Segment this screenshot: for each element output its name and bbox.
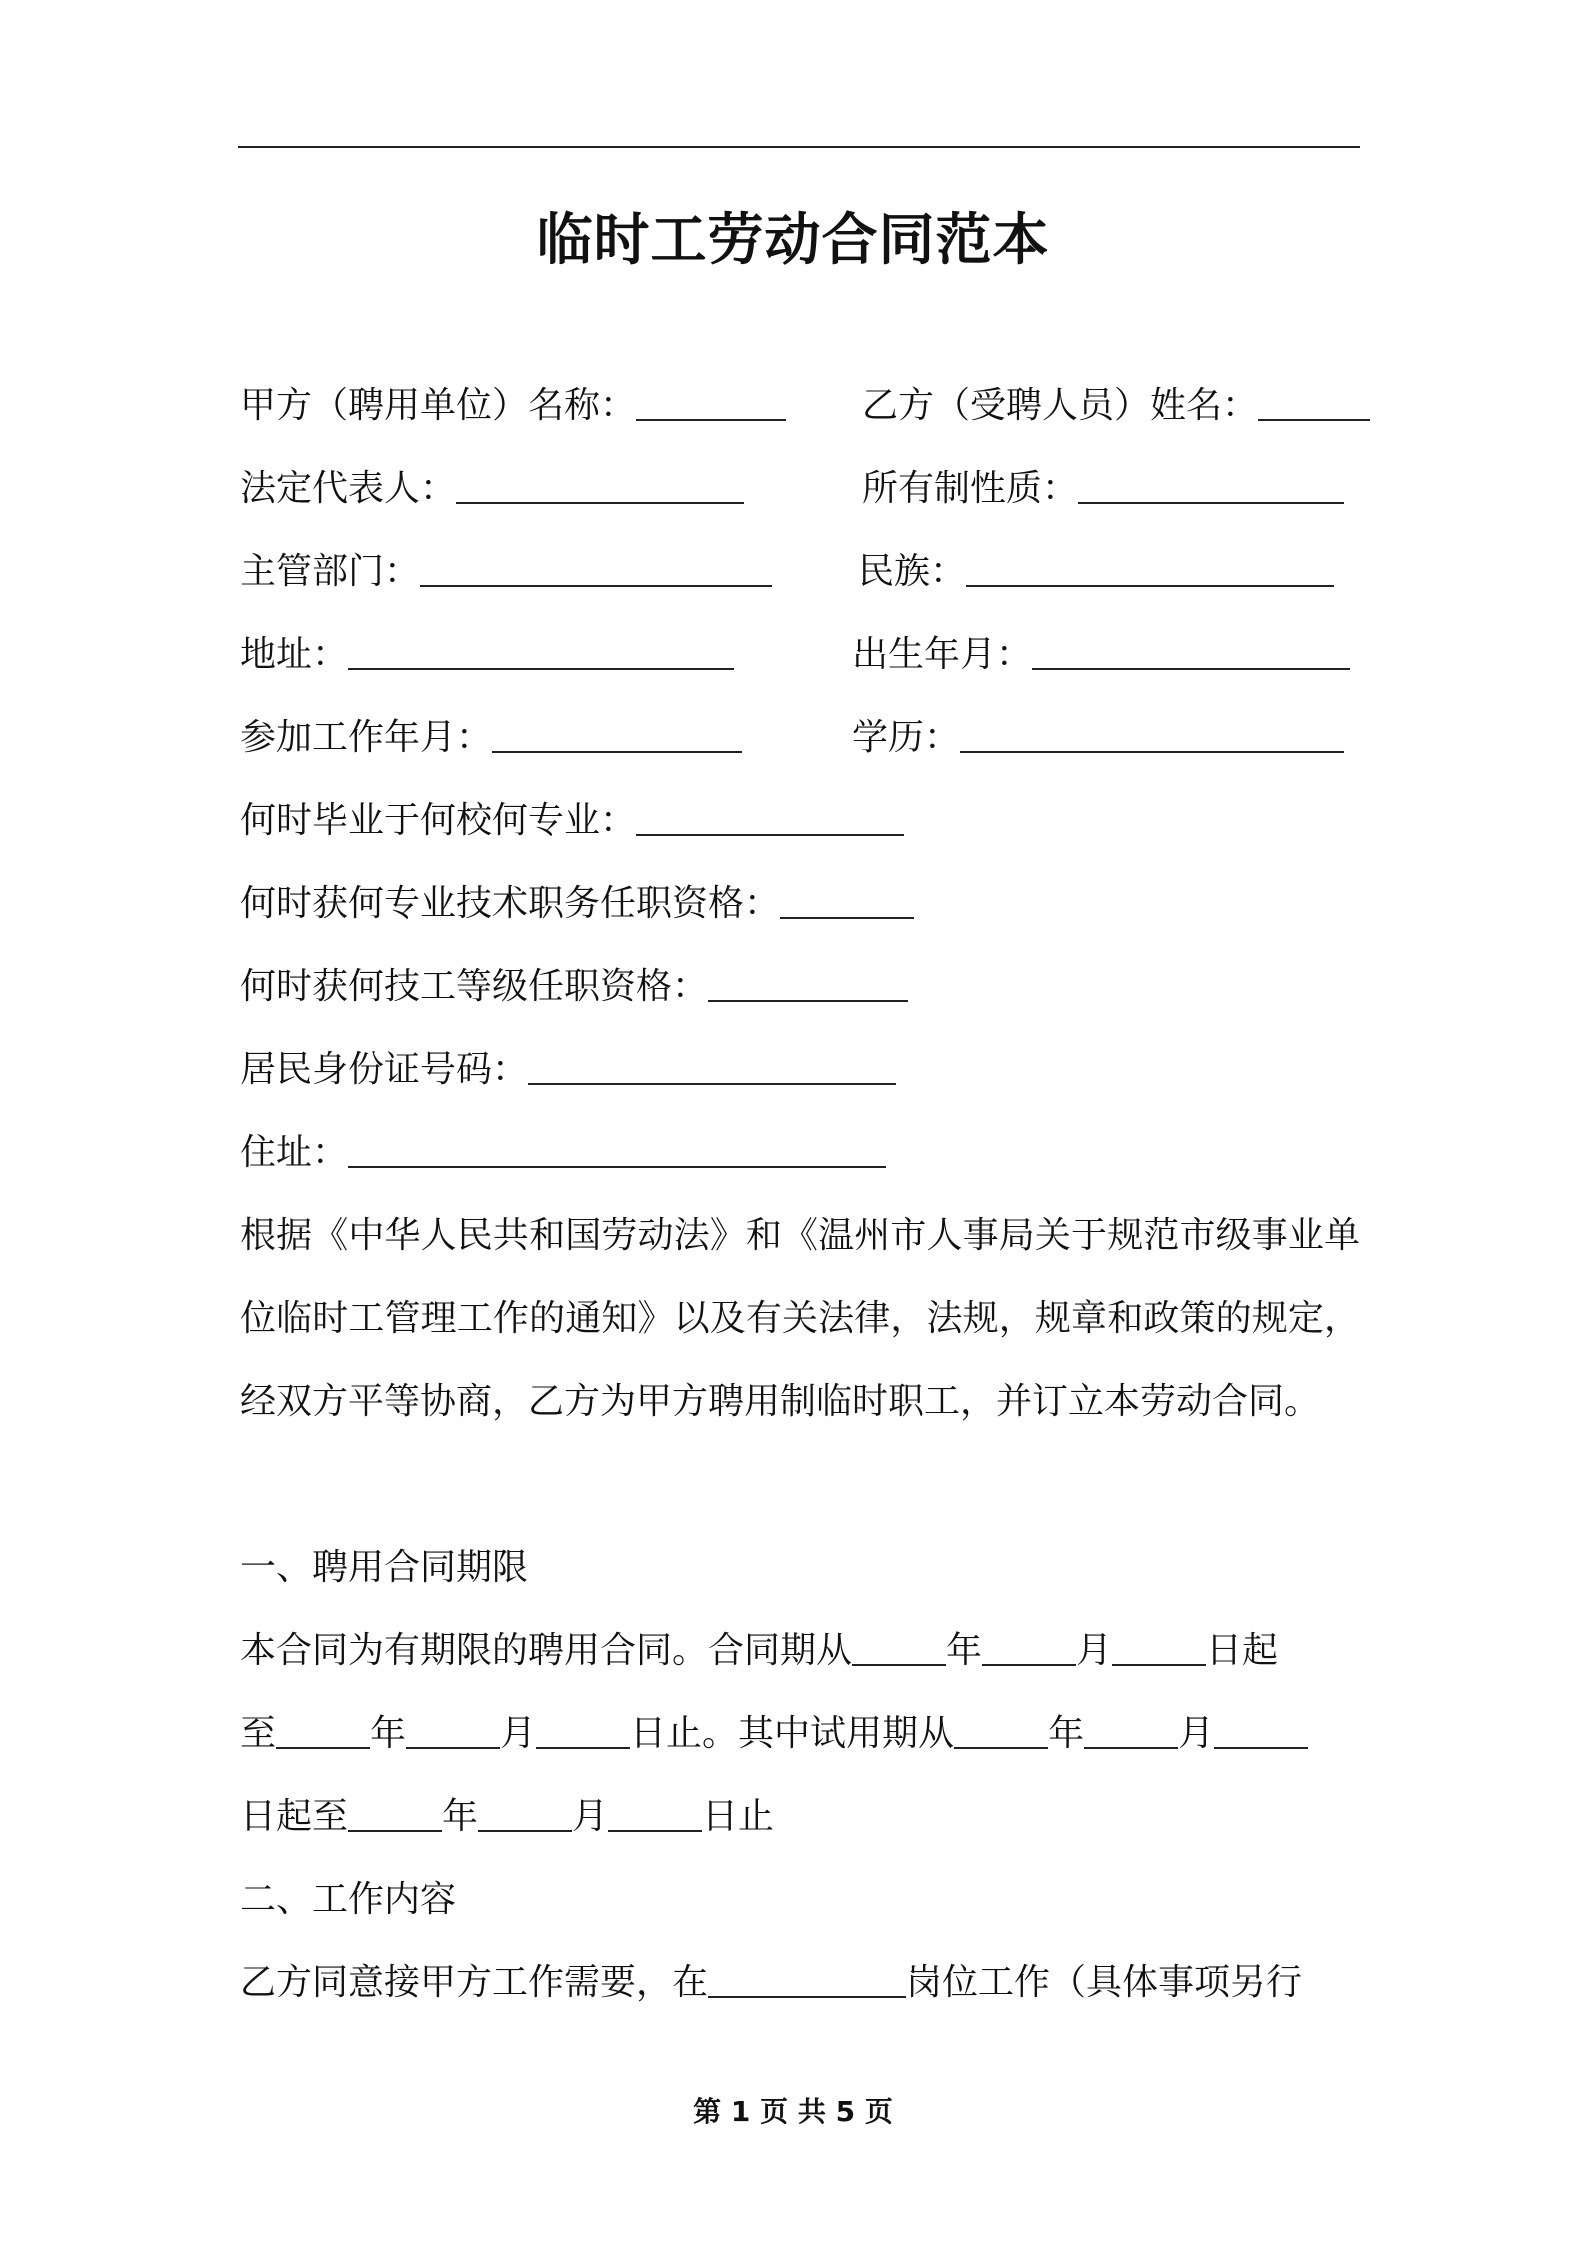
- clause-text: 至: [240, 1713, 277, 1754]
- field-ethnicity: [858, 530, 1334, 613]
- field-label: 法定代表人：: [240, 468, 457, 509]
- field-party-a-name: [240, 364, 786, 447]
- blank-field: [1258, 379, 1370, 421]
- blank-field: [348, 1790, 442, 1832]
- clause-text: 年: [1048, 1713, 1085, 1754]
- field-label: 地址：: [240, 634, 349, 675]
- blank-field: [636, 379, 786, 421]
- field-tech-title: [240, 862, 914, 945]
- field-label: 学历：: [852, 717, 961, 758]
- field-dept: [240, 530, 772, 613]
- contract-term-line-3: [240, 1775, 774, 1858]
- blank-field: [708, 1956, 906, 1998]
- clause-text: 月: [1178, 1713, 1215, 1754]
- blank-field: [1214, 1707, 1308, 1749]
- blank-field: [852, 1624, 946, 1666]
- field-label: 所有制性质：: [862, 468, 1079, 509]
- field-skill-grade: [240, 945, 908, 1028]
- section-heading: 二、工作内容: [240, 1879, 457, 1920]
- blank-field: [478, 1790, 572, 1832]
- field-graduation: [240, 779, 904, 862]
- field-label: 主管部门：: [240, 551, 421, 592]
- document-title: 临时工劳动合同范本: [536, 208, 1050, 273]
- field-label: 乙方（受聘人员）姓名：: [862, 385, 1259, 426]
- blank-field: [1032, 628, 1350, 670]
- clause-text: 月: [1076, 1630, 1113, 1671]
- blank-field: [420, 545, 772, 587]
- blank-field: [1084, 1707, 1178, 1749]
- blank-field: [528, 1043, 896, 1085]
- section-heading: 一、聘用合同期限: [240, 1547, 529, 1588]
- blank-field: [954, 1707, 1048, 1749]
- intro-paragraph: 根据《中华人民共和国劳动法》和《温州市人事局关于规范市级事业单位临时工管理工作的通知》以及有关法律，法规，规章和政策的规定，经双方平等协商，乙方为甲方聘用制临时职工，并订立本劳动合同。: [240, 1215, 1360, 1422]
- blank-field: [780, 877, 914, 919]
- clause-text: 日起至: [240, 1796, 349, 1837]
- clause-text: 日止。其中试用期从: [630, 1713, 955, 1754]
- clause-text: 月: [572, 1796, 609, 1837]
- blank-field: [636, 794, 904, 836]
- blank-field: [536, 1707, 630, 1749]
- field-work-start: [240, 696, 742, 779]
- field-label: 何时获何技工等级任职资格：: [240, 966, 709, 1007]
- page-footer: 第 1 页 共 5 页: [693, 2095, 893, 2128]
- field-label: 民族：: [858, 551, 967, 592]
- field-label: 甲方（聘用单位）名称：: [240, 385, 637, 426]
- blank-field: [276, 1707, 370, 1749]
- blank-field: [492, 711, 742, 753]
- blank-field: [982, 1624, 1076, 1666]
- field-label: 何时毕业于何校何专业：: [240, 800, 637, 841]
- field-birth: [852, 613, 1350, 696]
- job-content-line-1: [240, 1941, 1302, 2024]
- blank-field: [708, 960, 908, 1002]
- header-rule: [238, 146, 1360, 148]
- contract-term-line-2: [240, 1692, 1308, 1775]
- contract-term-line-1: [240, 1609, 1278, 1692]
- field-legal-rep: [240, 447, 744, 530]
- blank-field: [966, 545, 1334, 587]
- field-party-b-name: [862, 364, 1370, 447]
- field-address: [240, 613, 734, 696]
- clause-text: 日起: [1206, 1630, 1279, 1671]
- field-label: 参加工作年月：: [240, 717, 493, 758]
- clause-text: 年: [946, 1630, 983, 1671]
- field-education: [852, 696, 1344, 779]
- field-id-number: [240, 1028, 896, 1111]
- clause-text: 本合同为有期限的聘用合同。合同期从: [240, 1630, 853, 1671]
- field-label: 居民身份证号码：: [240, 1049, 529, 1090]
- blank-field: [348, 1126, 886, 1168]
- field-label: 出生年月：: [852, 634, 1033, 675]
- field-label: 住址：: [240, 1132, 349, 1173]
- clause-text: 乙方同意接甲方工作需要，在: [240, 1962, 709, 2003]
- blank-field: [348, 628, 734, 670]
- blank-field: [1112, 1624, 1206, 1666]
- field-ownership: [862, 447, 1344, 530]
- blank-field: [406, 1707, 500, 1749]
- clause-text: 月: [500, 1713, 537, 1754]
- clause-text: 岗位工作（具体事项另行: [906, 1962, 1303, 2003]
- blank-field: [960, 711, 1344, 753]
- field-residence: [240, 1111, 886, 1194]
- clause-text: 日止: [702, 1796, 775, 1837]
- clause-text: 年: [442, 1796, 479, 1837]
- blank-field: [456, 462, 744, 504]
- field-label: 何时获何专业技术职务任职资格：: [240, 883, 781, 924]
- blank-field: [1078, 462, 1344, 504]
- blank-field: [608, 1790, 702, 1832]
- clause-text: 年: [370, 1713, 407, 1754]
